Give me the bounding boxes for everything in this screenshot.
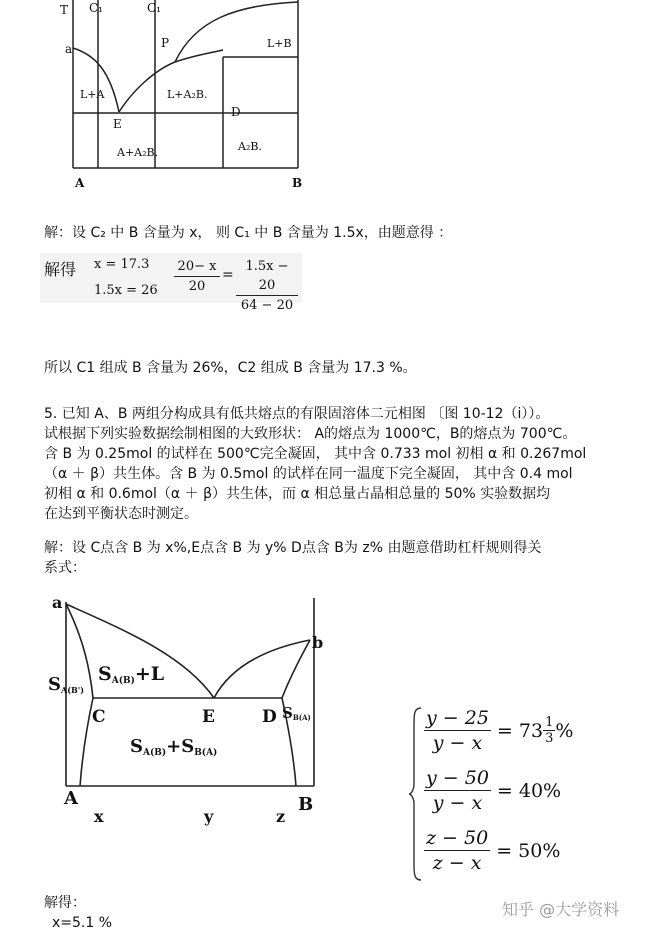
problem-line: 在达到平衡状态时测定。 xyxy=(44,506,198,522)
label-B: B xyxy=(292,176,303,190)
watermark: 知乎 @大学资料 xyxy=(502,900,620,919)
equals-sign: = xyxy=(222,267,234,283)
label-a: a xyxy=(65,42,73,56)
label-P: P xyxy=(161,36,170,50)
label-B: B xyxy=(298,794,314,815)
x-value: x = 17.3 xyxy=(94,257,150,272)
frac2-numerator: 1.5x − 20 xyxy=(236,257,298,296)
frac1-numerator: 20− x xyxy=(174,257,220,277)
final-x-value: x=5.1 % xyxy=(52,915,113,931)
label-D: D xyxy=(231,105,241,119)
final-label: 解得： xyxy=(44,895,86,911)
label-S-A-S-B: SA(B)+SB(A) xyxy=(130,736,218,758)
equation-block-1 xyxy=(40,253,302,313)
solution-2 xyxy=(44,538,541,578)
problem-5 xyxy=(44,404,586,524)
solution-line: 解：设 C点含 B 为 x%,E点含 B 为 y% D点含 B为 z% 由题意借助杠杆规则得关 xyxy=(44,540,542,556)
y-value: 1.5x = 26 xyxy=(94,283,158,298)
problem-line: 含 B 为 0.25mol 的试样在 500℃完全凝固， 其中含 0.733 mol 初相 α 和 0.267mol xyxy=(44,446,587,462)
label-D: D xyxy=(262,707,277,727)
label-b: b xyxy=(312,633,324,652)
label-S-A-L: SA(B)+L xyxy=(98,663,165,686)
label-x: x xyxy=(94,807,104,826)
label-S-B: SB(A) xyxy=(282,704,311,722)
result-text: 所以 C1 组成 B 含量为 26%，C2 组成 B 含量为 17.3 %。 xyxy=(44,360,417,376)
solution-line: 系式： xyxy=(44,560,86,576)
problem-line: 初相 α 和 0.6mol（α ＋ β）共生体，而 α 相总量占晶相总量的 50% 实验数据均 xyxy=(44,486,551,502)
label-L-AB: L+A₂B. xyxy=(167,88,208,101)
label-z: z xyxy=(276,807,286,826)
problem-line: 试根据下列实验数据绘制相图的大致形状： A的熔点为 1000℃，B的熔点为 700℃。 xyxy=(44,426,577,442)
label-L-B: L+B xyxy=(267,37,292,50)
frac2-denominator: 64 − 20 xyxy=(240,298,294,313)
label-S-A: SA(B') xyxy=(48,674,84,695)
label-A: A xyxy=(64,788,78,809)
phase-diagram-2 xyxy=(44,590,334,830)
label-A-AB: A+A₂B. xyxy=(117,146,159,159)
left-brace-icon xyxy=(408,706,424,882)
label-C1: C₁ xyxy=(89,1,103,15)
phase-diagram-1 xyxy=(55,0,315,200)
problem-line: （α ＋ β）共生体。含 B 为 0.5mol 的试样在同一温度下完全凝固， 其中含 0.4 mol xyxy=(44,466,573,482)
solve-label: 解得 xyxy=(44,260,77,279)
solution-1-text: 解：设 C₂ 中 B 含量为 x， 则 C₁ 中 B 含量为 1.5x，由题意得 ： xyxy=(44,225,453,241)
label-C: C xyxy=(92,707,106,727)
label-y: y xyxy=(204,807,214,826)
label-C2: C₁ xyxy=(147,1,161,15)
label-T: T xyxy=(60,3,69,17)
problem-line: 5. 已知 A、B 两组分构成具有低共熔点的有限固溶体二元相图 〔图 10-12（i））。 xyxy=(44,406,550,422)
equation-row: $\frac{y - 25}{y - x}$ = 73 $\frac{1}{3}$ % xyxy=(426,707,574,754)
equation-system xyxy=(408,702,618,882)
label-E: E xyxy=(113,117,122,131)
label-A: A xyxy=(75,176,85,190)
equation-row: $\frac{y - 50}{y - x}$ = 40% xyxy=(426,767,562,814)
label-E: E xyxy=(202,707,215,727)
label-L-A: L+A xyxy=(80,88,105,101)
label-AB: A₂B. xyxy=(238,140,262,153)
label-a: a xyxy=(52,593,63,612)
frac1-denominator: 20 xyxy=(188,279,206,294)
equation-row: $\frac{z - 50}{z - x}$ = 50% xyxy=(426,827,561,874)
